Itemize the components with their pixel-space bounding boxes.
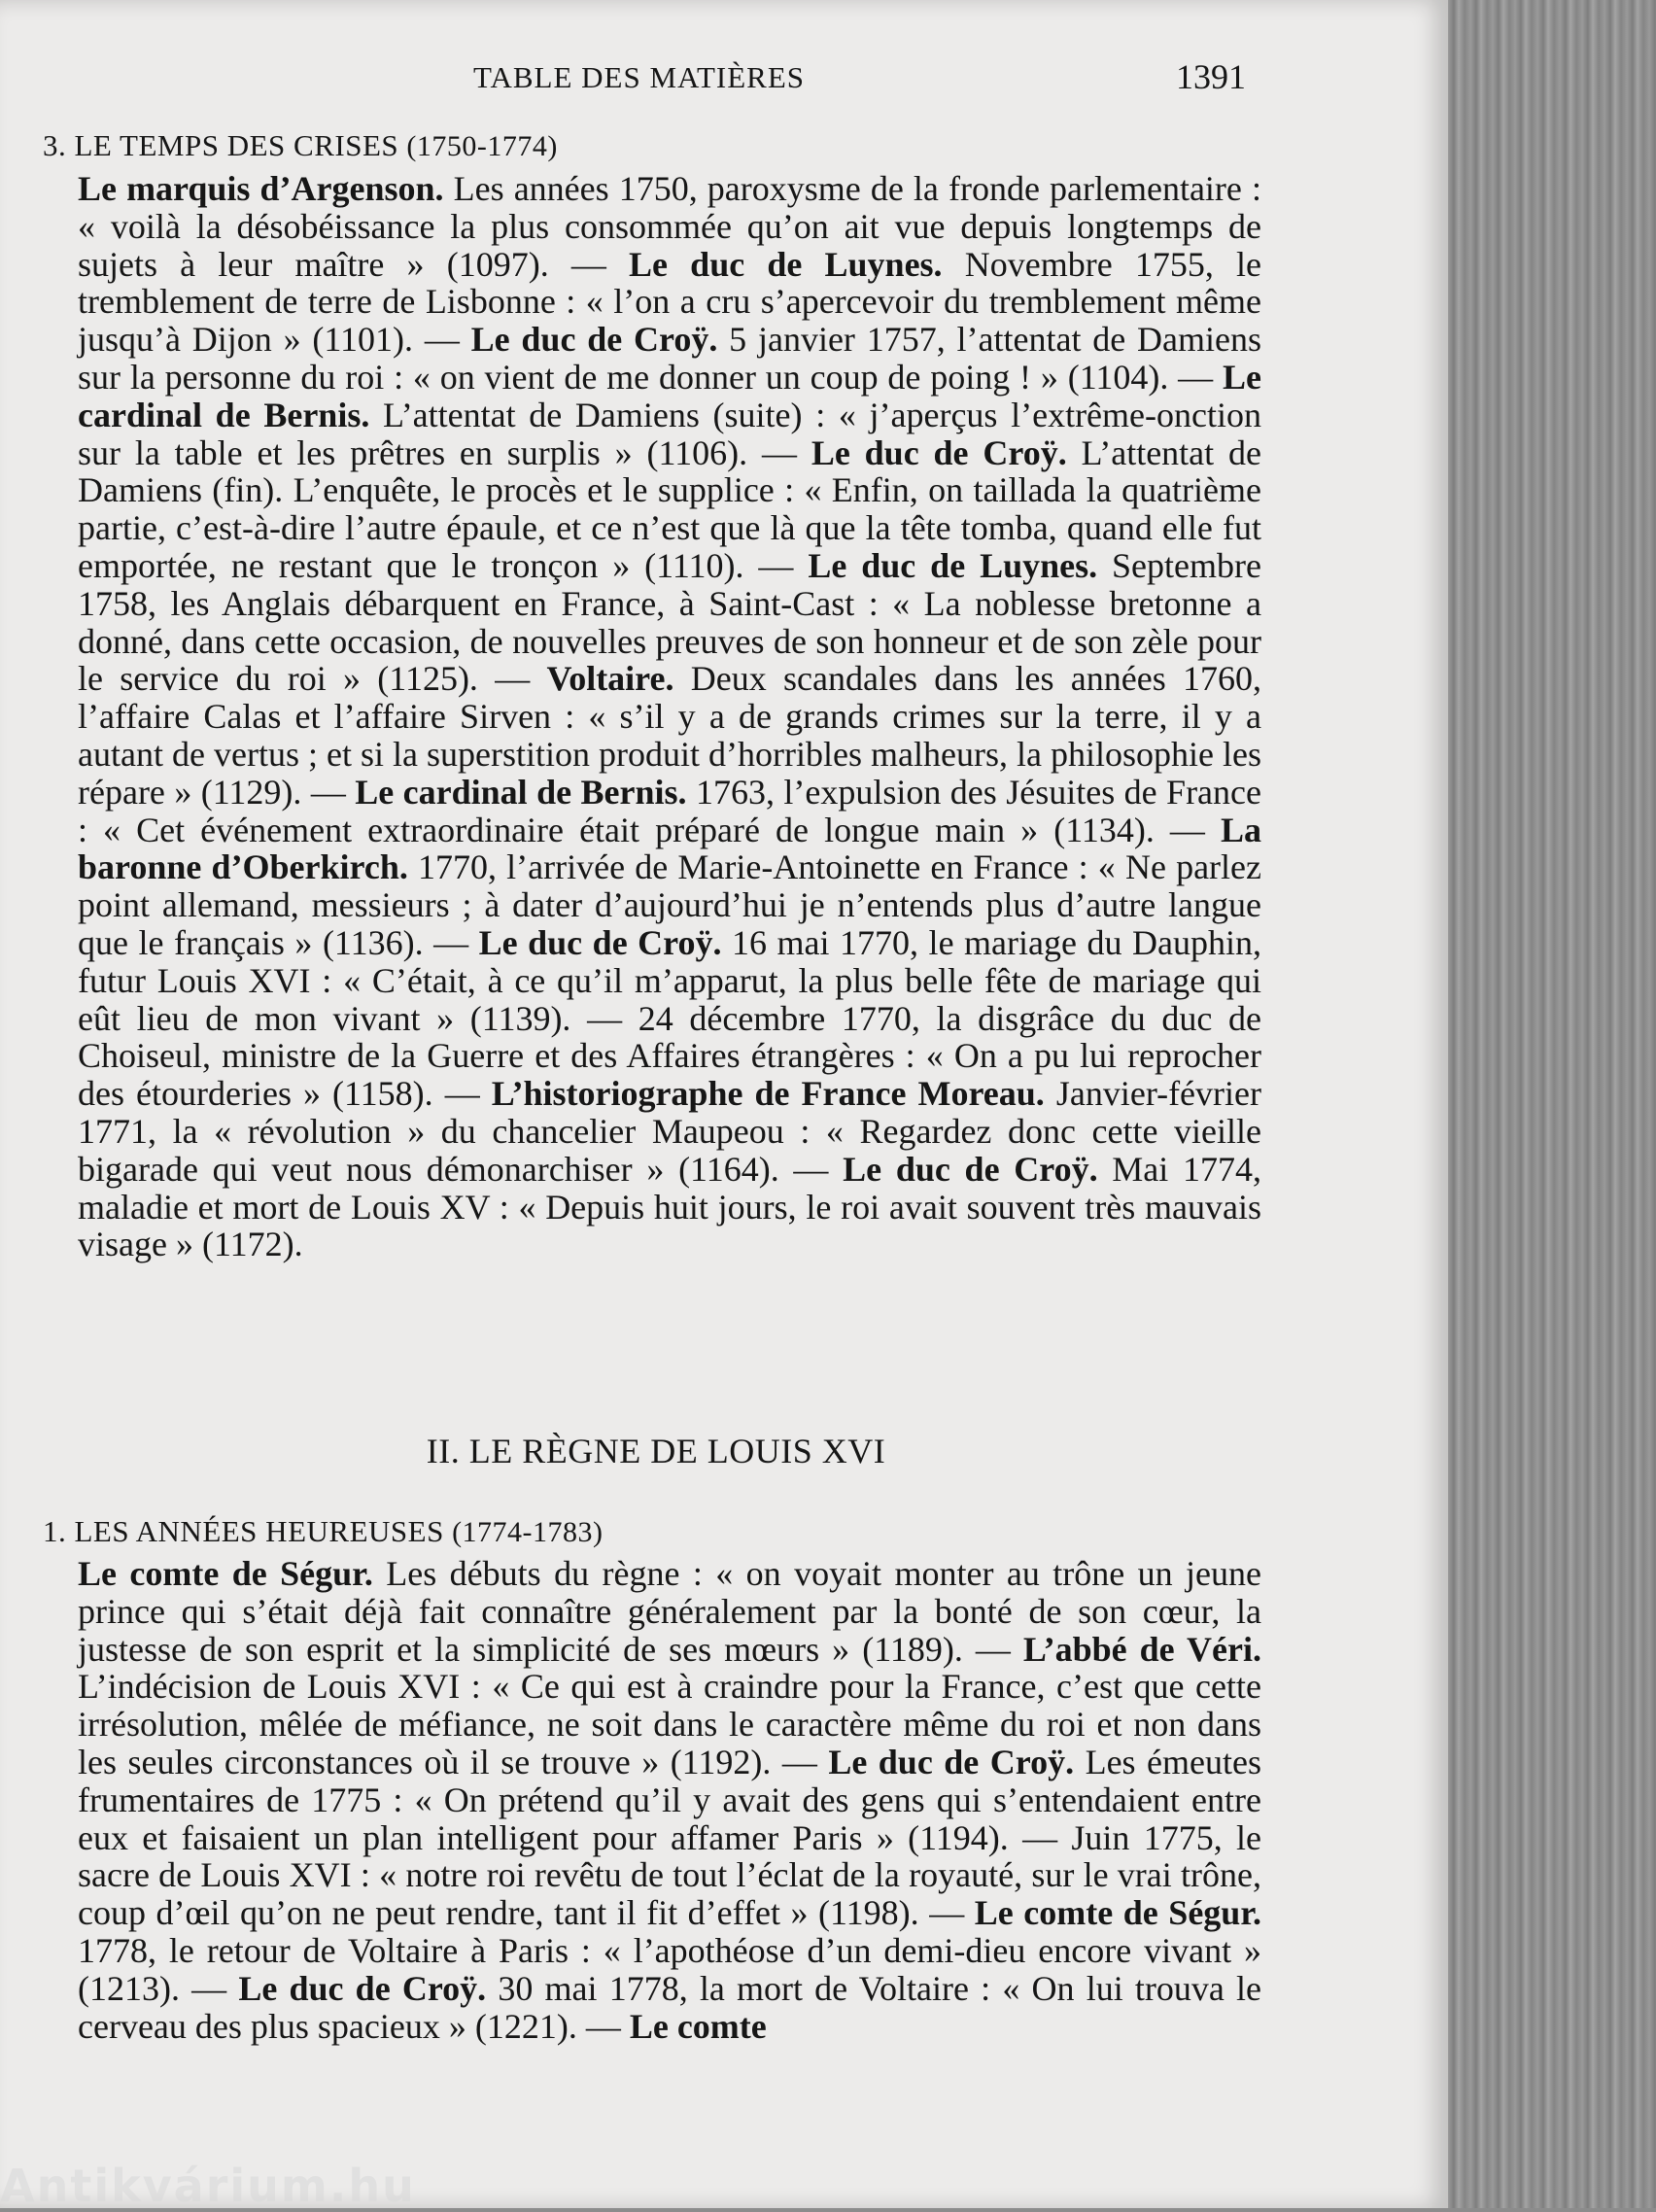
entry-author: L’historiographe de France Moreau. (491, 1074, 1045, 1114)
running-head (0, 57, 1448, 109)
entry-description: Deux scandales dans les années 1760, l’affaire Calas et l’affaire Sirven : « s’il y a de grands crimes sur la terre, il y a autant de vertus ; et si la superstition produit d’horribles malheurs, la philosophie les répare » (1129). — (78, 659, 1262, 812)
entry-description: Mai 1774, maladie et mort de Louis XV : « Depuis huit jours, le roi avait souvent très mauvais visage » (1172). (78, 1149, 1261, 1264)
entry-description: L’attentat de Damiens (suite) : « j’aperçus l’extrême-onction sur la table et les prêtres en surplis » (1106). — (78, 395, 1261, 472)
entry-author: Voltaire. (546, 659, 674, 699)
entry-author: Le duc de Croÿ. (238, 1968, 487, 2008)
book-spine-edge (1448, 0, 1656, 2208)
entry-description: 30 mai 1778, la mort de Voltaire : « On lui trouva le cerveau des plus spacieux » (1221). — (78, 1968, 1261, 2046)
part-heading: II. LE RÈGNE DE LOUIS XVI (426, 1432, 886, 1470)
section-heading-range: (1774-1783) (452, 1516, 604, 1548)
entry-description: Janvier-février 1771, la « révolution » du chancelier Maupeou : « Regardez donc cette vieille bigarade qui veut nous démonarchiser » (1164). — (78, 1074, 1261, 1189)
entry-description: Septembre 1758, les Anglais débarquent en France, à Saint-Cast : « La noblesse bretonne a donné, dans cette occasion, de nouvelles preuves de son honneur et de son zèle pour le service du roi » (1125). — (78, 545, 1261, 699)
entry-author: Le duc de Croÿ. (478, 922, 722, 962)
entry-description: 16 mai 1770, le mariage du Dauphin, futur Louis XVI : « C’était, à ce qu’il m’apparut, la plus belle fête de mariage qui eût lieu de mon vivant » (1139). — 24 décembre 1770, la disgrâce du duc de Choiseul, ministre de la Guerre et des Affaires étrangères : « On a pu lui reprocher des étourderies » (1158). — (78, 922, 1261, 1114)
entry-description: Novembre 1755, le tremblement de terre de Lisbonne : « l’on a cru s’apercevoir du tremblement même jusqu’à Dijon » (1101). — (78, 244, 1261, 360)
entry-author: Le duc de Croÿ. (828, 1742, 1075, 1781)
section-body-crises (78, 170, 1261, 1263)
entry-description: L’attentat de Damiens (fin). L’enquête, le procès et le supplice : « Enfin, on taillada la quatrième partie, c’est-à-dire l’autre épaule, et ce n’est que là que la tête tomba, quand elle fut emportée, ne restant que le tronçon » (1110). — (78, 432, 1261, 585)
entry-description: Les débuts du règne : « on voyait monter au trône un jeune prince qui s’était déjà fait connaître généralement par la bonté de son cœur, la justesse de son esprit et la simplicité de ses mœurs » (1189). — (78, 1554, 1261, 1669)
page-number: 1391 (1176, 57, 1246, 96)
section-heading-heureuses (43, 1514, 604, 1549)
section-heading-title: 1. LES ANNÉES HEUREUSES (43, 1514, 444, 1548)
watermark: Antikvárium.hu (0, 2160, 416, 2212)
entry-description: 1770, l’arrivée de Marie-Antoinette en France : « Ne parlez point allemand, messieurs ; à dater d’aujourd’hui je n’entends plus d’autre langue que le français » (1136). — (78, 847, 1261, 962)
entry-author: Le comte de Ségur. (974, 1893, 1261, 1933)
entry-author: Le duc de Croÿ. (811, 432, 1067, 472)
entry-author: La baronne d’Oberkirch. (78, 810, 1261, 887)
entry-author: Le cardinal de Bernis. (78, 357, 1261, 434)
running-head-title: TABLE DES MATIÈRES (473, 60, 806, 94)
entry-author: L’abbé de Véri. (1022, 1629, 1261, 1669)
entry-description: L’indécision de Louis XVI : « Ce qui est à craindre pour la France, c’est que cette irrésolution, mêlée de méfiance, ne soit dans le caractère même du roi et non dans les seules circonstances où il se trouve » (1192). — (78, 1667, 1261, 1781)
entry-author: Le comte (629, 2006, 767, 2046)
entry-description: 1763, l’expulsion des Jésuites de France : « Cet événement extraordinaire était préparé de longue main » (1134). — (78, 772, 1261, 849)
entry-author: Le comte de Ségur. (78, 1554, 373, 1593)
entry-description: Les émeutes frumentaires de 1775 : « On prétend qu’il y avait des gens qui s’entendaient entre eux et faisaient un plan intelligent pour affamer Paris » (1194). — Juin 1775, le sacre de Louis XVI : « notre roi revêtu de tout l’éclat de la royauté, sur le vrai trône, coup d’œil qu’on ne peut rendre, tant il fit d’effet » (1198). — (78, 1742, 1262, 1933)
section-heading-range: (1750-1774) (406, 130, 558, 162)
entry-author: Le duc de Luynes. (808, 545, 1098, 585)
section-heading-crises (43, 128, 558, 163)
entry-author: Le duc de Croÿ. (470, 320, 718, 360)
section-heading-title: 3. LE TEMPS DES CRISES (43, 128, 399, 162)
entry-description: 5 janvier 1757, l’attentat de Damiens sur la personne du roi : « on vient de me donner un coup de poing ! » (1104). — (78, 320, 1261, 397)
entry-author: Le marquis d’Argenson. (78, 169, 444, 208)
entry-description: 1778, le retour de Voltaire à Paris : « l’apothéose d’un demi-dieu encore vivant » (1213). — (78, 1930, 1261, 2008)
entry-author: Le duc de Luynes. (629, 244, 943, 284)
entry-author: Le cardinal de Bernis. (355, 772, 687, 812)
entry-description: Les années 1750, paroxysme de la fronde parlementaire : « voilà la désobéissance la plus consommée qu’on ait vue depuis longtemps de sujets à leur maître » (1097). — (78, 169, 1261, 284)
section-body-heureuses (78, 1555, 1261, 2045)
entry-author: Le duc de Croÿ. (843, 1149, 1098, 1189)
